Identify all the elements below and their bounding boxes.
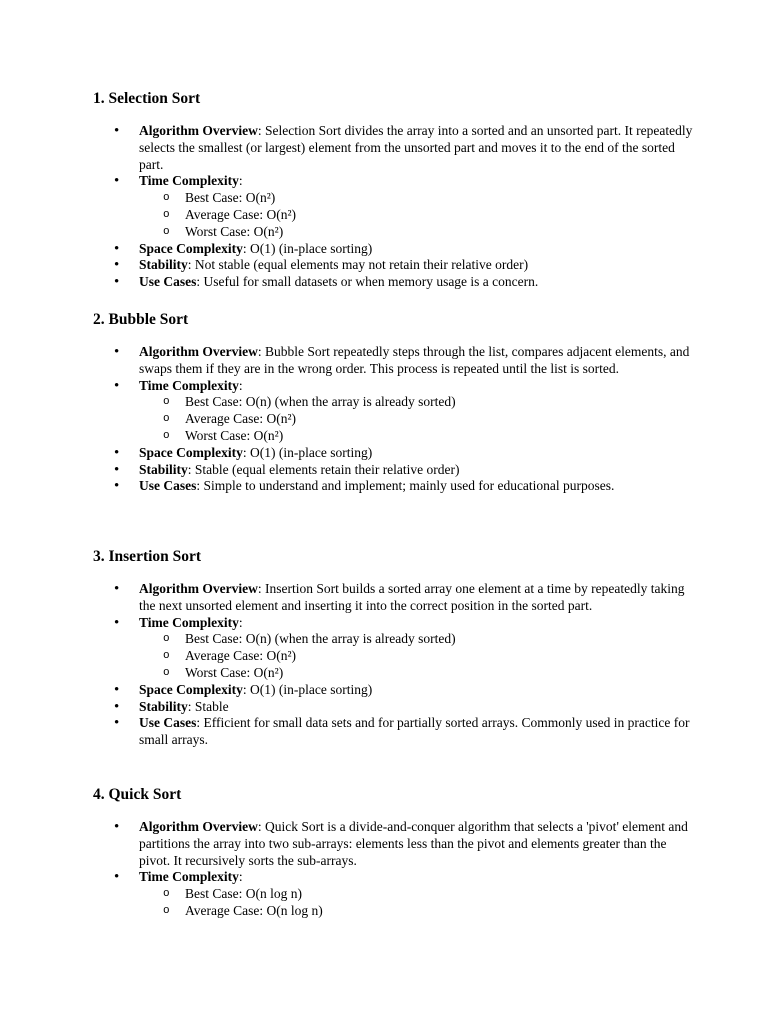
item-text: : O(1) (in-place sorting) [242,681,373,697]
sub-item: o Average Case: O(n²) [139,207,693,224]
item-label: Algorithm Overview [139,581,258,596]
list-item [93,274,693,291]
list-item [93,462,693,479]
list-item [93,682,693,699]
item-label: Algorithm Overview [139,344,258,359]
list-item [93,378,693,445]
bullet-list [93,344,693,495]
sub-item: o Worst Case: O(n²) [139,428,693,445]
item-text: : O(1) (in-place sorting) [242,444,373,460]
list-item [93,615,693,682]
item-text: : [238,614,243,630]
item-label: Space Complexity [139,681,243,697]
section-bubble-sort [93,310,693,495]
item-label: Use Cases [139,715,197,731]
sub-item: o Best Case: O(n log n) [139,886,693,903]
item-text: : Not stable (equal elements may not retain their relative order) [187,257,529,273]
item-label: Space Complexity [139,444,243,460]
item-text: : [238,377,243,393]
sub-item: o Average Case: O(n²) [139,648,693,665]
item-label: Algorithm Overview [139,123,258,138]
section-insertion-sort [93,547,693,749]
sub-item: o Average Case: O(n²) [139,411,693,428]
list-item [93,173,693,240]
item-text: : Useful for small datasets or when memory usage is a concern. [196,274,539,290]
item-text: : Simple to understand and implement; mainly used for educational purposes. [196,478,615,494]
list-item [93,478,693,495]
sub-list [139,886,693,920]
item-label: Use Cases [139,274,197,290]
list-item [93,715,693,749]
sub-list [139,631,693,681]
item-label: Time Complexity [139,377,239,393]
sub-item: o Best Case: O(n) (when the array is already sorted) [139,394,693,411]
item-label: Use Cases [139,478,197,494]
bullet-list [93,819,693,920]
item-label: Time Complexity [139,173,239,189]
list-item [93,257,693,274]
section-title: 1. Selection Sort [93,90,201,107]
item-text: : Efficient for small data sets and for partially sorted arrays. Commonly used in practice for small arrays. [139,715,690,748]
list-item [93,445,693,462]
item-text: : [238,173,243,189]
item-label: Algorithm Overview [139,819,258,834]
item-text: : Stable [187,698,229,714]
item-text: : O(1) (in-place sorting) [242,240,373,256]
list-item [93,241,693,258]
list-item [93,581,693,615]
section-title: 3. Insertion Sort [93,548,202,565]
sub-item: o Best Case: O(n²) [139,190,693,207]
sub-item: o Best Case: O(n) (when the array is already sorted) [139,631,693,648]
sub-item: o Worst Case: O(n²) [139,665,693,682]
item-label: Time Complexity [139,614,239,630]
item-text: : Quick Sort is a divide-and-conquer algorithm that selects a 'pivot' element and partitions the array into two sub-arrays: elements less than the pivot and elements greater than the pivot. It recursively sorts the sub-arrays. [139,819,688,868]
list-item [93,869,693,919]
item-text: : Stable (equal elements retain their relative order) [187,461,460,477]
list-item [93,699,693,716]
list-item [93,344,693,378]
item-label: Stability [139,461,188,477]
item-label: Space Complexity [139,240,243,256]
sub-list [139,190,693,240]
item-label: Stability [139,257,188,273]
list-item [93,123,693,173]
bullet-list [93,581,693,749]
sub-list [139,394,693,444]
item-label: Stability [139,698,188,714]
section-title: 4. Quick Sort [93,786,182,803]
sub-item: o Average Case: O(n log n) [139,903,693,920]
item-label: Time Complexity [139,869,239,885]
item-text: : [238,869,243,885]
sub-item: o Worst Case: O(n²) [139,224,693,241]
item-text: : Bubble Sort repeatedly steps through the list, compares adjacent elements, and swaps them if they are in the wrong order. This process is repeated until the list is sorted. [139,344,690,376]
section-quick-sort [93,785,693,920]
bullet-list [93,123,693,291]
item-text: : Insertion Sort builds a sorted array one element at a time by repeatedly taking the next unsorted element and inserting it into the correct position in the sorted part. [139,581,685,613]
section-title: 2. Bubble Sort [93,311,189,328]
item-text: : Selection Sort divides the array into a sorted and an unsorted part. It repeatedly selects the smallest (or largest) element from the unsorted part and moves it to the end of the sorted part. [139,123,693,172]
list-item [93,819,693,869]
section-selection-sort [93,89,693,291]
